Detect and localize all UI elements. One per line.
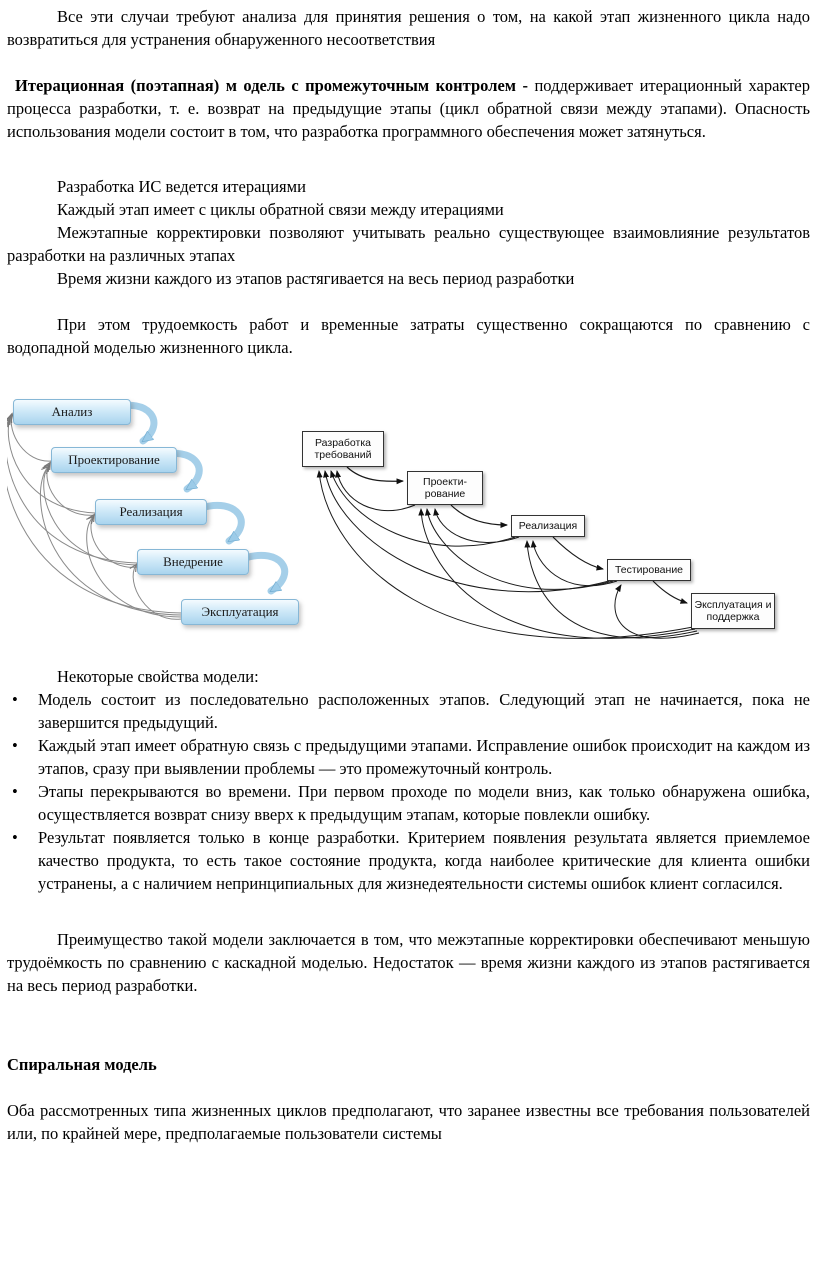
- list-item-text: Результат появляется только в конце разработки. Критерием появления результата является приемлемое качество продукта, то есть такое состояние продукта, когда наиболее критические для клиента ошибки устранены, а с наличием непринципиальных для жизнедеятельности системы ошибок клиент согласился.: [38, 828, 810, 893]
- properties-title: Некоторые свойства модели:: [57, 667, 259, 686]
- list-item: [7, 826, 810, 895]
- heading-spiral-model: Спиральная модель: [7, 1055, 157, 1074]
- left-stage-box-implementation: Реализация: [95, 499, 207, 525]
- bullet-marker: •: [12, 828, 18, 847]
- right-stage-box-implementation: Реализация: [511, 515, 585, 537]
- right-stage-box-maintenance: Эксплуатация и поддержка: [691, 593, 775, 629]
- right-stage-box-requirements: Разработка требований: [302, 431, 384, 467]
- left-stage-box-analysis: Анализ: [13, 399, 131, 425]
- statement-2: Каждый этап имеет с циклы обратной связи между итерациями: [57, 200, 504, 219]
- statement-3: Межэтапные корректировки позволяют учитывать реально существующее взаимовлияние результатов разработки на различных этапах: [7, 223, 810, 265]
- list-item: [7, 734, 810, 780]
- list-item-text: Каждый этап имеет обратную связь с предыдущими этапами. Исправление ошибок происходит на каждом из этапов, сразу при выявлении проблемы — это промежуточный контроль.: [38, 736, 810, 778]
- list-item: [7, 688, 810, 734]
- paragraph-advantage: Преимущество такой модели заключается в том, что межэтапные корректировки обеспечивают меньшую трудоёмкость по сравнению с каскадной моделью. Недостаток — время жизни каждого из этапов растягивается на весь период разработки.: [7, 930, 810, 995]
- iterative-model-term: Итерационная (поэтапная) м одель с промежуточным контролем -: [15, 76, 535, 95]
- left-stage-box-operation: Эксплуатация: [181, 599, 299, 625]
- bullet-marker: •: [12, 782, 18, 801]
- statement-4: Время жизни каждого из этапов растягивается на весь период разработки: [57, 269, 575, 288]
- list-item-text: Модель состоит из последовательно расположенных этапов. Следующий этап не начинается, пока не завершится предыдущий.: [38, 690, 810, 732]
- left-stage-box-deployment: Внедрение: [137, 549, 249, 575]
- bullet-marker: •: [12, 736, 18, 755]
- paragraph-iterative-model: [7, 74, 810, 143]
- paragraph-effort: При этом трудоемкость работ и временные затраты существенно сокращаются по сравнению с водопадной моделью жизненного цикла.: [7, 315, 810, 357]
- left-stage-box-design: Проектирование: [51, 447, 177, 473]
- properties-list: [7, 688, 810, 895]
- right-stage-box-testing: Тестирование: [607, 559, 691, 581]
- paragraph-spiral-intro: Оба рассмотренных типа жизненных циклов предполагают, что заранее известны все требования пользователей или, по крайней мере, предполагаемые пользователи системы: [7, 1101, 810, 1143]
- iterative-model-description: поддерживает итерационный характер процесса разработки, т. е. возврат на предыдущие этапы (цикл обратной связи между этапами). Опасность использования модели состоит в том, что разработка программного обеспечения может затянуться.: [7, 76, 810, 141]
- list-item-text: Этапы перекрываются во времени. При первом проходе по модели вниз, как только обнаружена ошибка, осуществляется возврат снизу вверх к предыдущим этапам, которые повлекли ошибку.: [38, 782, 810, 824]
- paragraph-intro: Все эти случаи требуют анализа для принятия решения о том, на какой этап жизненного цикла надо возвратиться для устранения обнаруженного несоответствия: [7, 7, 810, 49]
- right-stage-box-design: Проекти-рование: [407, 471, 483, 505]
- statement-1: Разработка ИС ведется итерациями: [57, 177, 306, 196]
- list-item: [7, 780, 810, 826]
- lifecycle-diagrams: [7, 381, 810, 653]
- bullet-marker: •: [12, 690, 18, 709]
- right-diagram-feedback-arrows: [319, 471, 699, 638]
